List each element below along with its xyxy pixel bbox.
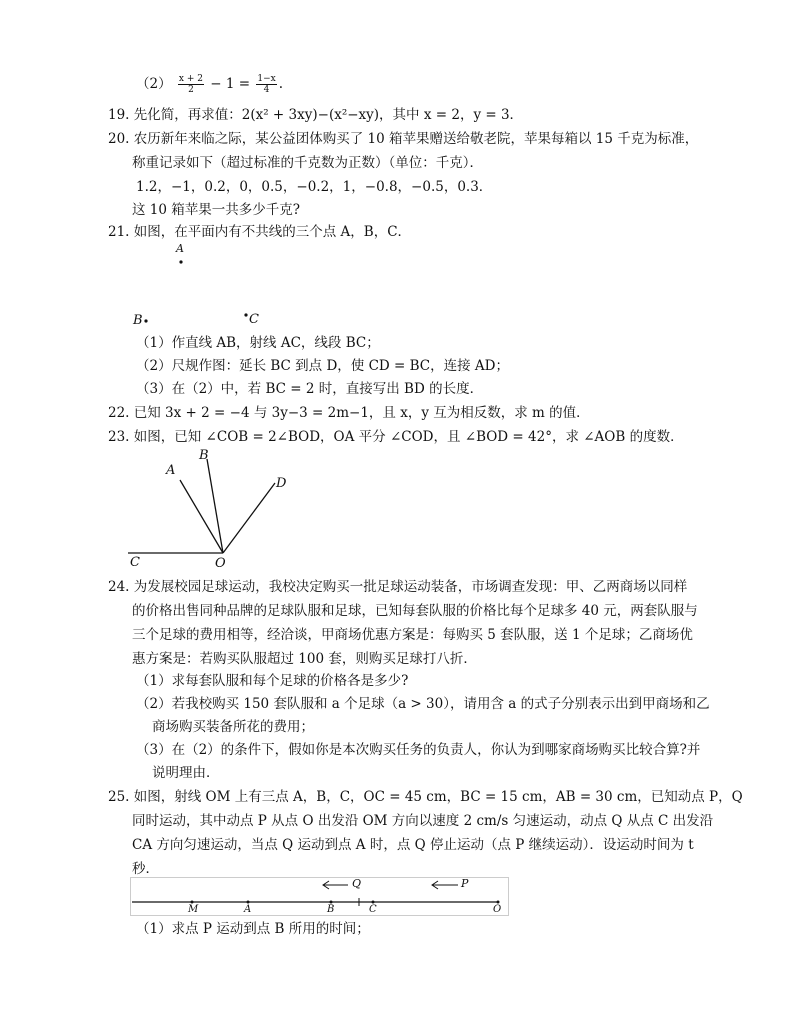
point-b-dot — [144, 319, 147, 322]
question-22: 22. 已知 3x + 2 = −4 与 3y−3 = 2m−1，且 x，y 互为相反数，求 m 的值． — [108, 405, 590, 421]
question-24-part3-line2: 说明理由． — [152, 765, 220, 781]
question-21-part2: （2）尺规作图：延长 BC 到点 D，使 CD = BC，连接 AD； — [136, 358, 509, 374]
question-24-line3: 三个足球的费用相等，经洽谈，甲商场优惠方案是：每购买 5 套队服，送 1 个足球；乙商场优 — [132, 627, 693, 643]
fraction-1-denominator: 2 — [188, 85, 194, 95]
q25-label-q: Q — [352, 877, 362, 890]
label-c: C — [130, 555, 140, 570]
fraction-2 — [256, 74, 276, 95]
q25-label-a: A — [244, 904, 252, 915]
label-a: A — [166, 463, 176, 478]
question-25-line3: CA 方向匀速运动，当点 Q 运动到点 A 时，点 Q 停止运动（点 P 继续运动）．设运动时间为 t — [132, 837, 694, 853]
question-24-part3-line1: （3）在（2）的条件下，假如你是本次购买任务的负责人，你认为到哪家商场购买比较合算?并 — [136, 742, 701, 758]
q25-ray-figure — [130, 877, 510, 917]
question-24-line1: 24. 为发展校园足球运动，我校决定购买一批足球运动装备，市场调查发现：甲、乙两商场以同样 — [108, 579, 688, 595]
point-a-dot — [179, 260, 182, 263]
question-24-part2-line1: （2）若我校购买 150 套队服和 a 个足球（a > 30），请用含 a 的式子分别表示出到甲商场和乙 — [136, 696, 710, 712]
q18-middle: − 1 = — [205, 76, 255, 92]
question-20-line1: 20. 农历新年来临之际，某公益团体购买了 10 箱苹果赠送给敬老院，苹果每箱以 15 千克为标准， — [108, 131, 699, 147]
question-21-line1: 21. 如图，在平面内有不共线的三个点 A，B，C． — [108, 224, 412, 240]
q25-label-b: B — [327, 904, 335, 915]
question-24-line2: 的价格出售同种品牌的足球队服和足球，已知每套队服的价格比每个足球多 40 元，两套队服与 — [132, 603, 698, 619]
q25-label-o: O — [493, 904, 502, 915]
label-b: B — [199, 448, 209, 463]
question-25-line4: 秒． — [132, 861, 159, 877]
fraction-2-denominator: 4 — [263, 85, 270, 95]
label-o: O — [215, 556, 226, 571]
q18-suffix: . — [278, 76, 283, 92]
question-20-data: 1.2，−1，0.2，0，0.5，−0.2，1，−0.8，−0.5，0.3． — [136, 179, 493, 195]
question-21-part3: （3）在（2）中，若 BC = 2 时，直接写出 BD 的长度． — [136, 381, 484, 397]
q21-points-figure — [120, 240, 290, 335]
question-25-part1: （1）求点 P 运动到点 B 所用的时间； — [136, 921, 370, 937]
point-b-label: B — [133, 313, 143, 328]
label-d: D — [276, 476, 287, 491]
fraction-1-numerator: x + 2 — [178, 74, 203, 84]
q18-part2 — [136, 74, 283, 95]
question-21-part1: （1）作直线 AB，射线 AC，线段 BC； — [136, 335, 380, 351]
fraction-1 — [178, 74, 204, 95]
question-20-line4: 这 10 箱苹果一共多少千克? — [132, 202, 300, 218]
q25-label-m: M — [188, 904, 199, 915]
question-20-line2: 称重记录如下（超过标准的千克数为正数）（单位：千克）． — [132, 155, 483, 171]
point-c-label: C — [249, 312, 259, 327]
question-25-line1: 25. 如图，射线 OM 上有三点 A，B，C，OC = 45 cm，BC = 15 cm，AB = 30 cm，已知动点 P，Q — [108, 789, 743, 805]
point-a-label: A — [176, 242, 184, 255]
question-24-part2-line2: 商场购买装备所花的费用； — [152, 719, 314, 735]
ray-od — [223, 483, 275, 553]
question-24-line4: 惠方案是：若购买队服超过 100 套，则购买足球打八折． — [132, 651, 477, 667]
fraction-2-numerator: 1−x — [257, 74, 276, 84]
question-19: 19. 先化简，再求值：2(x² + 3xy)−(x²−xy)，其中 x = 2，y = 3． — [108, 107, 524, 123]
q18-part-label: （2） — [136, 76, 172, 92]
q25-label-c: C — [369, 904, 377, 915]
q25-label-p: P — [461, 877, 469, 890]
point-c-dot — [244, 313, 247, 316]
question-23: 23. 如图，已知 ∠COB = 2∠BOD，OA 平分 ∠COD，且 ∠BOD = 42°，求 ∠AOB 的度数． — [108, 429, 684, 445]
question-25-line2: 同时运动，其中动点 P 从点 O 出发沿 OM 方向以速度 2 cm/s 匀速运动，动点 Q 从点 C 出发沿 — [132, 813, 714, 829]
question-24-part1: （1）求每套队服和每个足球的价格各是多少? — [136, 673, 409, 689]
